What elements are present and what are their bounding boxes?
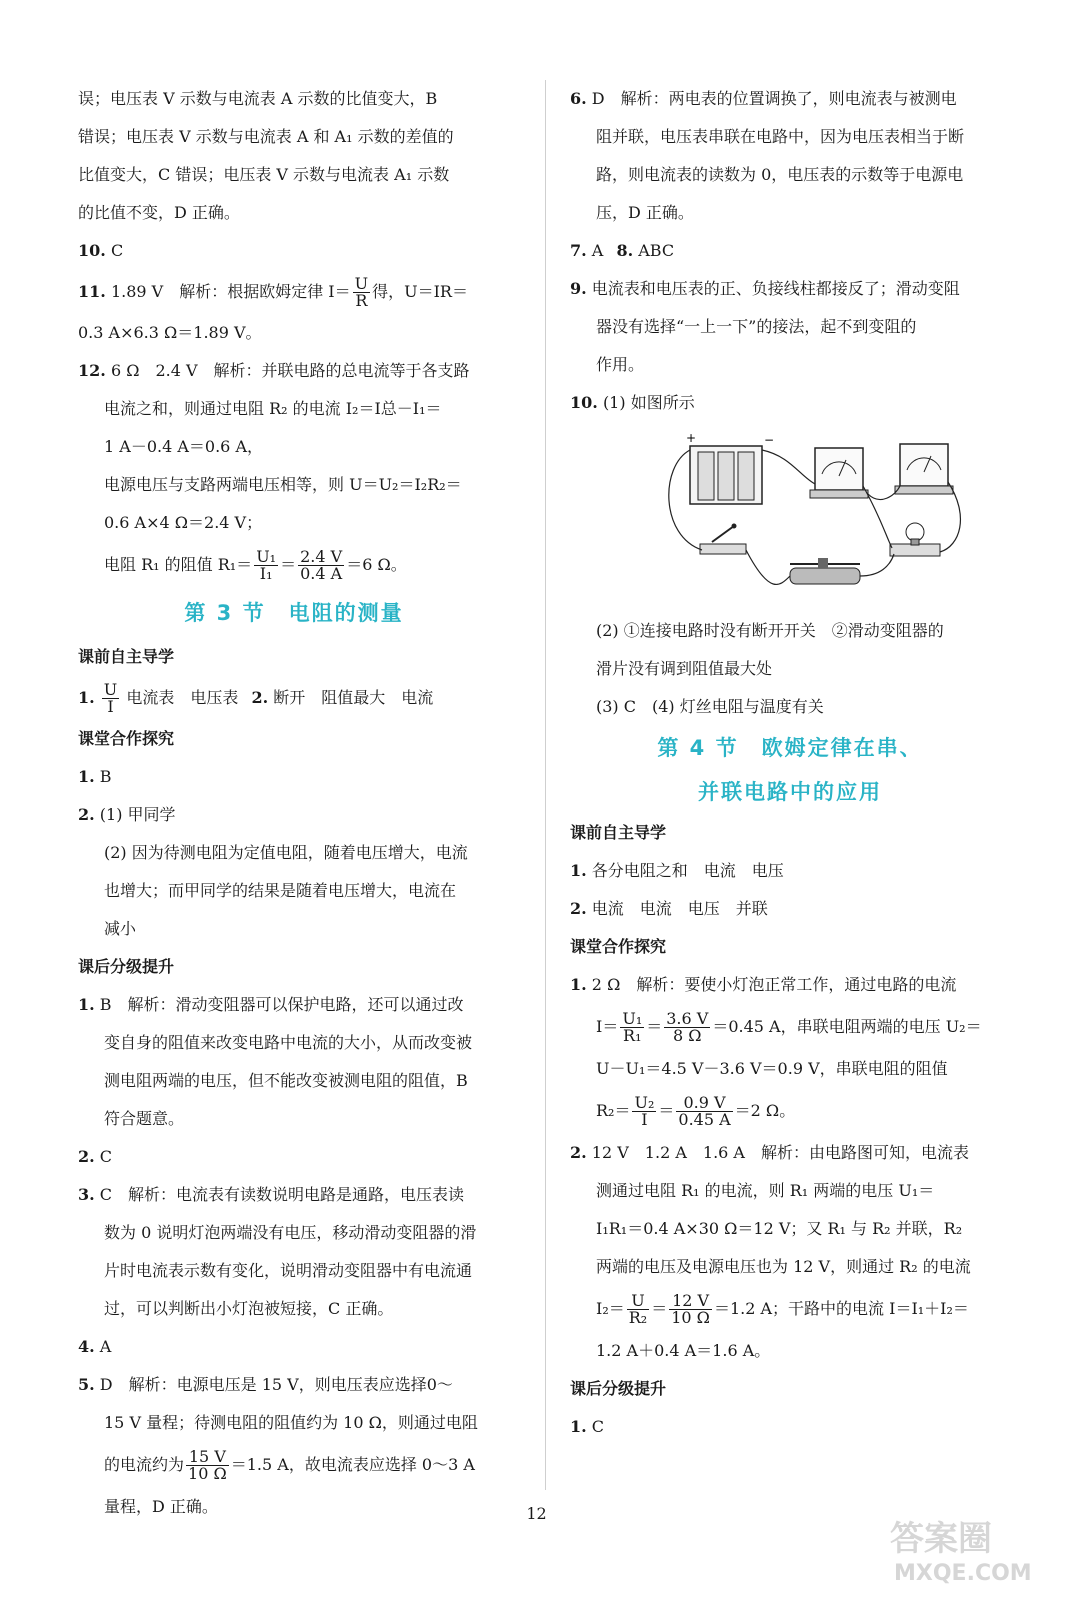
ammeter-icon [810,448,868,498]
formula-text: ＝2 Ω。 [734,1101,796,1120]
watermark-logo [880,1508,1050,1588]
formula-text: ＝0.45 A，串联电阻两端的电压 U₂＝ [712,1017,982,1036]
text-line: U－U₁＝4.5 V－3.6 V＝0.9 V，串联电阻的阻值 [596,1059,948,1078]
fraction [669,1293,712,1326]
text-line: 测电阻两端的电压，但不能改变被测电阻的阻值，B [104,1071,468,1090]
fraction-u-over-r [353,276,370,309]
text-line: 作用。 [596,355,645,374]
text-line: 的比值不变，D 正确。 [78,203,240,222]
numerator: U₁ [622,1009,643,1028]
denominator: 0.45 A [678,1110,731,1129]
answer-text: A [591,241,604,260]
answer-3 [78,1176,510,1214]
formula-line [78,542,510,588]
numerator: 3.6 V [666,1009,709,1028]
text-line: 误；电压表 V 示数与电流表 A 示数的比值变大，B [78,89,438,108]
text-line: 两端的电压及电源电压也为 12 V，则通过 R₂ 的电流 [596,1257,971,1276]
answer-5 [78,1366,510,1404]
watermark-url: MXQE.COM [894,1561,1032,1586]
question-number: 1. [78,688,95,707]
fraction [298,549,344,582]
light-bulb-icon [890,523,940,556]
question-number: 11. [78,282,106,301]
text-line: 电流之和，则通过电阻 R₂ 的电流 I₂＝I总－I₁＝ [104,399,442,418]
question-number: 2. [251,688,269,707]
question-number: 2. [78,1147,95,1166]
voltmeter-icon [895,444,953,494]
answer-text: (1) 甲同学 [99,805,176,824]
text-line: 也增大；而甲同学的结果是随着电压增大，电流在 [104,881,457,900]
question-number: 10. [78,241,106,260]
fraction [632,1095,656,1128]
answer-text: 6 Ω 2.4 V 解析：并联电路的总电流等于各支路 [110,361,470,380]
answer-text: B [99,767,112,786]
denominator: 10 Ω [671,1308,710,1327]
numerator: U [627,1293,649,1310]
answer-text: 得，U＝IR＝ [372,282,468,301]
text-line: 压，D 正确。 [596,203,694,222]
question-number: 1. [570,861,587,880]
denominator: R [355,291,368,310]
text-line: 路，则电流表的读数为 0，电压表的示数等于电源电 [596,165,964,184]
answer-text: 12 V 1.2 A 1.6 A 解析：由电路图可知，电流表 [591,1143,969,1162]
equals: ＝ [280,555,297,574]
question-number: 7. [570,241,587,260]
answer-1 [78,758,510,796]
text-line: (3) C (4) 灯丝电阻与温度有关 [596,697,824,716]
question-number: 8. [616,241,634,260]
denominator: I [107,697,114,716]
denominator: 10 Ω [188,1464,227,1483]
answer-text: C [591,1417,605,1436]
question-number: 1. [78,995,95,1014]
numerator: U₁ [256,547,277,566]
text-line: 比值变大，C 错误；电压表 V 示数与电流表 A₁ 示数 [78,165,450,184]
text-line: 量程，D 正确。 [104,1497,218,1516]
numerator: 2.4 V [300,547,343,566]
pre-answer-2 [570,890,1010,928]
battery-icon [686,431,774,504]
question-number: 9. [570,279,587,298]
plus-terminal-label: + [686,431,697,445]
numerator: U [103,680,118,699]
formula-text: 的电流约为 [104,1455,185,1474]
fraction [254,549,278,582]
subheading: 课堂合作探究 [570,937,667,956]
answer-text: D 解析：电源电压是 15 V，则电压表应选择0～ [99,1375,453,1394]
right-column [570,80,1010,1446]
answer-6 [570,80,1010,118]
answer-text: D 解析：两电表的位置调换了，则电流表与被测电 [591,89,957,108]
pre-answer-line [78,676,510,720]
answer-text: 1.89 V 解析：根据欧姆定律 I＝ [110,282,351,301]
fraction-u-over-i [102,682,119,715]
text-line: 15 V 量程；待测电阻的阻值约为 10 Ω，则通过电阻 [104,1413,478,1432]
text-line: (2) ①连接电路时没有断开开关 ②滑动变阻器的 [596,621,944,640]
denominator: R₁ [623,1026,642,1045]
fraction [676,1095,732,1128]
answer-4 [78,1328,510,1366]
fraction [627,1293,649,1326]
fraction [186,1449,229,1482]
answer-2 [78,796,510,834]
answer-text: 断开 阻值最大 电流 [273,688,434,707]
answer-text: 电流 电流 电压 并联 [591,899,768,918]
numerator: U₂ [634,1093,655,1112]
answer-text: B 解析：滑动变阻器可以保护电路，还可以通过改 [99,995,464,1014]
question-number: 1. [570,975,587,994]
section-title-continued: 并联电路中的应用 [698,780,882,804]
formula-line [570,1088,1010,1134]
answer-text: C 解析：电流表有读数说明电路是通路，电压表读 [99,1185,465,1204]
denominator: I₁ [259,564,273,583]
denominator: R₂ [628,1308,648,1327]
denominator: 0.4 A [300,564,343,583]
text-line: 数为 0 说明灯泡两端没有电压，移动滑动变阻器的滑 [104,1223,477,1242]
equals: ＝ [646,1017,663,1036]
text-line: (2) 因为待测电阻为定值电阻，随着电压增大，电流 [104,843,468,862]
answer-2 [78,1138,510,1176]
question-number: 1. [78,767,95,786]
answer-text: 电流表 电压表 [126,688,239,707]
numerator: 15 V [186,1449,229,1466]
answer-12 [78,352,510,390]
text-line: 器没有选择“一上一下”的接法，起不到变阻的 [596,317,917,336]
text-line: 电源电压与支路两端电压相等，则 U＝U₂＝I₂R₂＝ [104,475,462,494]
answer-text: 2 Ω 解析：要使小灯泡正常工作，通过电路的电流 [591,975,957,994]
formula-text: R₂＝ [596,1101,631,1120]
answer-text: C [110,241,124,260]
question-number: 3. [78,1185,95,1204]
answer-text: A [99,1337,112,1356]
numerator: 0.9 V [676,1095,732,1112]
denominator: I [641,1110,648,1129]
switch-icon [700,524,746,555]
formula-text: ＝1.2 A；干路中的电流 I＝I₁＋I₂＝ [713,1299,969,1318]
text-line: 1 A－0.4 A＝0.6 A， [104,437,263,456]
class-answer-1 [570,966,1010,1004]
text-line: 减小 [104,919,137,938]
text-line: 1.2 A＋0.4 A＝1.6 A。 [596,1341,771,1360]
question-number: 10. [570,393,598,412]
class-answer-2 [570,1134,1010,1172]
subheading: 课前自主导学 [570,823,667,842]
answer-10 [78,232,510,270]
minus-terminal-label: − [764,433,775,447]
page-number: 12 [526,1504,547,1523]
rheostat-icon [790,558,860,584]
text-line: I₁R₁＝0.4 A×30 Ω＝12 V；又 R₁ 与 R₂ 并联，R₂ [596,1219,963,1238]
formula-text: I₂＝ [596,1299,625,1318]
section-title: 第 4 节 欧姆定律在串、 [657,736,923,760]
answer-text: 各分电阻之和 电流 电压 [591,861,784,880]
fraction [664,1011,710,1044]
question-number: 12. [78,361,106,380]
text-line: 0.6 A×4 Ω＝2.4 V； [104,513,263,532]
formula-text: 电阻 R₁ 的阻值 R₁＝ [104,555,253,574]
answer-text: ABC [638,241,675,260]
question-number: 6. [570,89,587,108]
subheading: 课后分级提升 [78,957,175,976]
circuit-diagram [650,426,980,606]
subheading: 课后分级提升 [570,1379,667,1398]
equals: ＝ [658,1101,675,1120]
formula-line [570,1286,1010,1332]
formula-line [570,1004,1010,1050]
answer-text: (1) 如图所示 [602,393,695,412]
text-line: 测通过电阻 R₁ 的电流，则 R₁ 两端的电压 U₁＝ [596,1181,935,1200]
answer-1 [78,986,510,1024]
formula-text: ＝6 Ω。 [346,555,407,574]
answer-text: C [99,1147,113,1166]
text-line: 变自身的阻值来改变电路中电流的大小，从而改变被 [104,1033,473,1052]
subheading: 课堂合作探究 [78,729,175,748]
question-number: 2. [570,899,587,918]
equals: ＝ [651,1299,668,1318]
question-number: 2. [78,805,95,824]
formula-text: ＝1.5 A，故电流表应选择 0～3 A [230,1455,475,1474]
denominator: 8 Ω [673,1026,702,1045]
answer-9 [570,270,1010,308]
answer-7-8 [570,232,1010,270]
section-title: 第 3 节 电阻的测量 [184,601,404,625]
left-column [78,80,510,1526]
pre-answer-1 [570,852,1010,890]
numerator: U [354,274,369,293]
question-number: 5. [78,1375,95,1394]
column-divider [545,80,546,1490]
text-line: 符合题意。 [104,1109,185,1128]
question-number: 1. [570,1417,587,1436]
text-line: 阻并联，电压表串联在电路中，因为电压表相当于断 [596,127,965,146]
answer-10 [570,384,1010,422]
text-line: 片时电流表示数有变化，说明滑动变阻器中有电流通 [104,1261,473,1280]
fraction [620,1011,644,1044]
formula-line [78,1442,510,1488]
text-line: 0.3 A×6.3 Ω＝1.89 V。 [78,323,262,342]
question-number: 4. [78,1337,95,1356]
question-number: 2. [570,1143,587,1162]
text-line: 过，可以判断出小灯泡被短接，C 正确。 [104,1299,394,1318]
watermark-text: 答案圈 [890,1519,992,1559]
answer-11 [78,270,510,314]
after-answer-1 [570,1408,1010,1446]
numerator: 12 V [669,1293,712,1310]
formula-text: I＝ [596,1017,619,1036]
text-line: 滑片没有调到阻值最大处 [596,659,773,678]
text-line: 错误；电压表 V 示数与电流表 A 和 A₁ 示数的差值的 [78,127,454,146]
answer-text: 电流表和电压表的正、负接线柱都接反了；滑动变阻 [591,279,960,298]
subheading: 课前自主导学 [78,647,175,666]
